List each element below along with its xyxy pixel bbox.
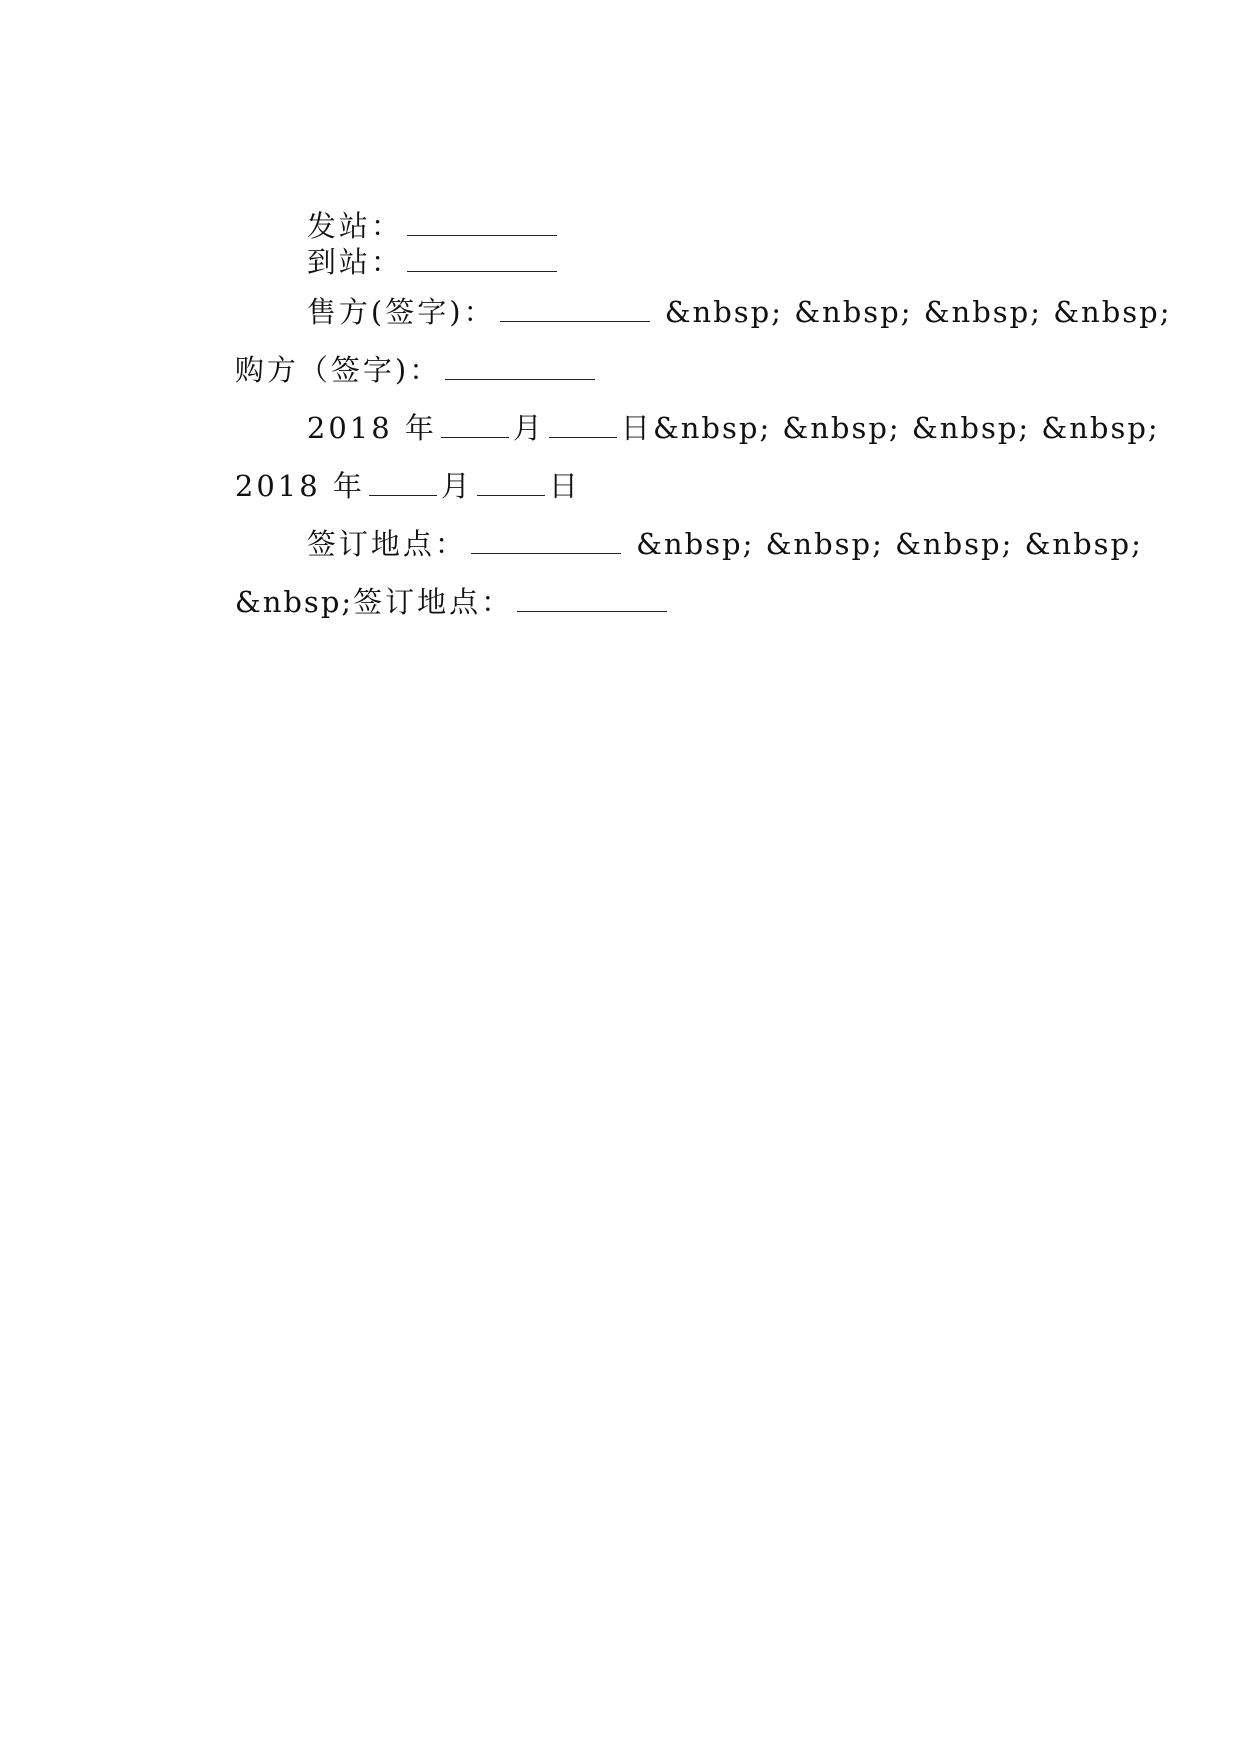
seller-signing-place-tail: &nbsp; &nbsp; &nbsp; &nbsp; [624,527,1143,561]
buyer-signing-place-label: 签订地点： [353,585,514,619]
buyer-signature-label: 购方（签字)： [234,353,442,387]
arrival-station-label: 到站： [306,245,403,279]
seller-signing-place-label: 签订地点： [306,527,467,561]
seller-date-year: 2018 年 [306,411,437,445]
seller-date-tail: &nbsp; &nbsp; &nbsp; &nbsp; [652,411,1160,445]
seller-date-day: 日 [620,411,653,445]
buyer-date-month: 月 [440,469,473,503]
seller-signature-label: 售方(签字)： [306,295,496,329]
buyer-signing-place-prefix: &nbsp; [234,585,354,619]
buyer-date-year: 2018 年 [234,469,365,503]
buyer-signing-place-line [186,542,671,662]
seller-signature-tail: &nbsp; &nbsp; &nbsp; &nbsp; [653,295,1172,329]
departure-station-label: 发站： [306,209,403,243]
buyer-signing-place-blank [517,589,667,612]
seller-date-month: 月 [512,411,545,445]
buyer-date-day: 日 [548,469,581,503]
